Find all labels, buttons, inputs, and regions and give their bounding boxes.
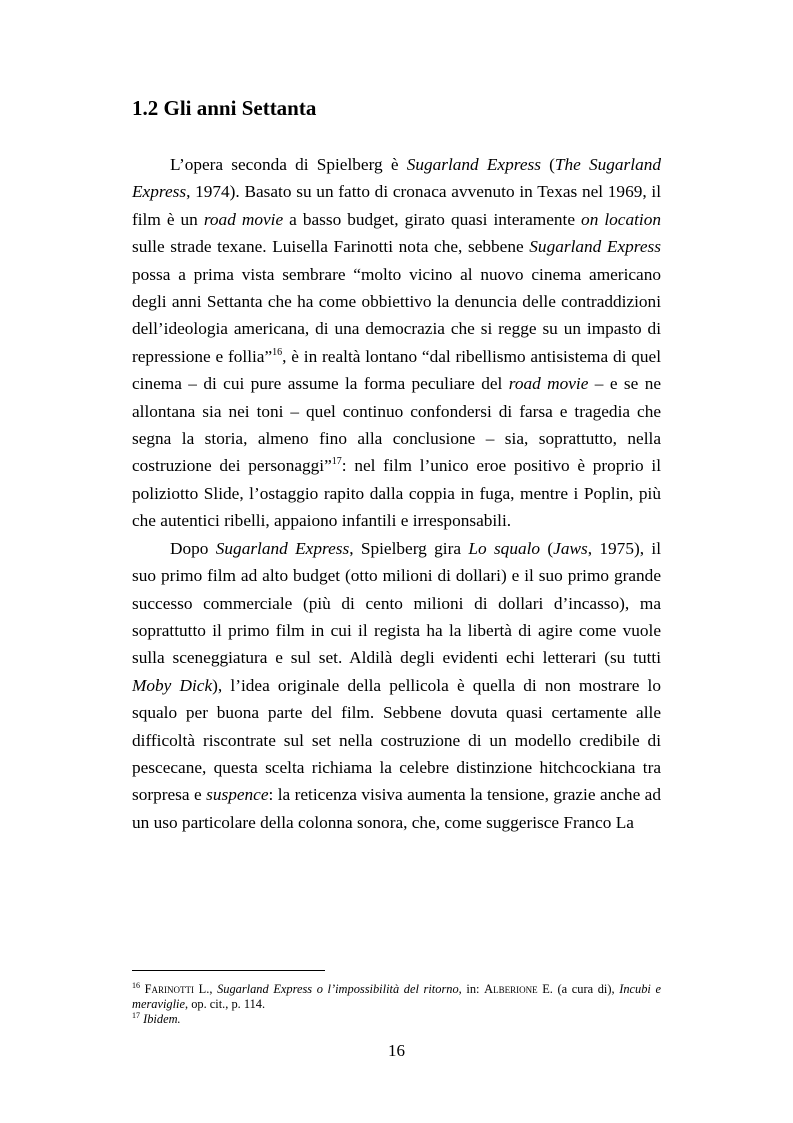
footnote-number: 16 [132, 981, 140, 990]
footnote-reference: 17 [331, 456, 342, 468]
italic-term: suspence [206, 785, 269, 805]
body-text [132, 151, 661, 836]
text-run: sulle strade texane. Luisella Farinotti nota che, sebbene [132, 237, 530, 257]
text-run: a basso budget, girato quasi interamente [283, 209, 582, 229]
page-number: 16 [388, 1041, 405, 1060]
text-run: , 1975), il suo primo film ad alto budget (otto milioni di dollari) e il suo primo grande successo commerciale (più di cento milioni di dollari d’incasso), ma soprattutto il primo film in cui il regista ha la libertà di agire come vuole sulla sceneggiatura e sul set. Aldilà degli evidenti echi letterari (su tutti [132, 538, 661, 668]
essay-title: Sugarland Express o l’impossibilità del ritorno [217, 982, 459, 996]
book-title: Moby Dick [132, 675, 213, 695]
text-run: ( [540, 155, 555, 174]
footnote [132, 982, 661, 1012]
text-run: ), l’idea originale della pellicola è quella di non mostrare lo squalo per buona parte del film. Sebbene dovuta quasi certamente alle difficoltà riscontrate sul set nella costruzione di un modello credibile di pescecane, questa scelta richiama la celebre distinzione hitchcockiana tra sorpresa e [132, 675, 661, 805]
text-run: : la reticenza visiva aumenta la tensione, grazie anche ad un uso particolare della colonna sonora, che, come suggerisce Franco La [132, 785, 661, 832]
text-run: E. (a cura di), [537, 982, 620, 996]
text-run: , Spielberg gira [349, 538, 469, 558]
section-heading: 1.2 Gli anni Settanta [132, 96, 317, 120]
text-run: , in: [458, 982, 485, 996]
text-run: ( [540, 538, 554, 558]
film-title: Jaws [553, 538, 588, 558]
footnote-separator [132, 970, 325, 971]
author-name: Farinotti [144, 982, 195, 996]
footnotes [132, 982, 661, 1027]
text-run: L., [194, 982, 218, 996]
footnote-reference: 16 [272, 346, 283, 358]
italic-term: road movie [203, 209, 284, 229]
text-run: possa a prima vista sembrare “molto vicino al nuovo cinema americano degli anni Settanta che ha come obbiettivo la denuncia delle contraddizioni dell’ideologia americana, di una democrazia che si regge su un impasto di repressione e follia” [132, 264, 661, 366]
text-run: , op. cit., p. 114. [185, 997, 266, 1011]
film-title: The Sugarland Express [132, 155, 662, 202]
italic-term: on location [581, 209, 661, 229]
text-run: L’opera seconda di Spielberg è [170, 155, 407, 174]
text-run: : nel film l’unico eroe positivo è proprio il poliziotto Slide, l’ostaggio rapito dalla coppia in fuga, mentre i Poplin, più che autentici ribelli, appaiono infantili e irresponsabili. [132, 456, 661, 531]
footnote-text: Ibidem. [143, 1012, 181, 1026]
text-run: , 1974). Basato su un fatto di cronaca avvenuto in Texas nel 1969, il film è un [132, 182, 661, 229]
film-title: Lo squalo [468, 538, 541, 558]
italic-term: road movie [508, 374, 589, 394]
footnote-number: 17 [132, 1011, 140, 1020]
book-title: Incubi e meraviglie [132, 982, 662, 1011]
paragraph [132, 535, 661, 836]
text-run: Dopo [170, 538, 216, 558]
footnote [132, 1012, 661, 1027]
editor-name: Alberione [484, 982, 538, 996]
text-run: – e se ne allontana sia nei toni – quel continuo confondersi di farsa e tragedia che segna la storia, almeno fino alla conclusione – sia, soprattutto, nella costruzione dei personaggi” [132, 374, 661, 476]
film-title: Sugarland Express [529, 237, 661, 257]
text-run: , è in realtà lontano “dal ribellismo antisistema di quel cinema – di cui pure assume la forma peculiare del [132, 346, 661, 394]
paragraph [132, 151, 661, 535]
film-title: Sugarland Express [215, 538, 350, 558]
film-title: Sugarland Express [406, 155, 541, 174]
